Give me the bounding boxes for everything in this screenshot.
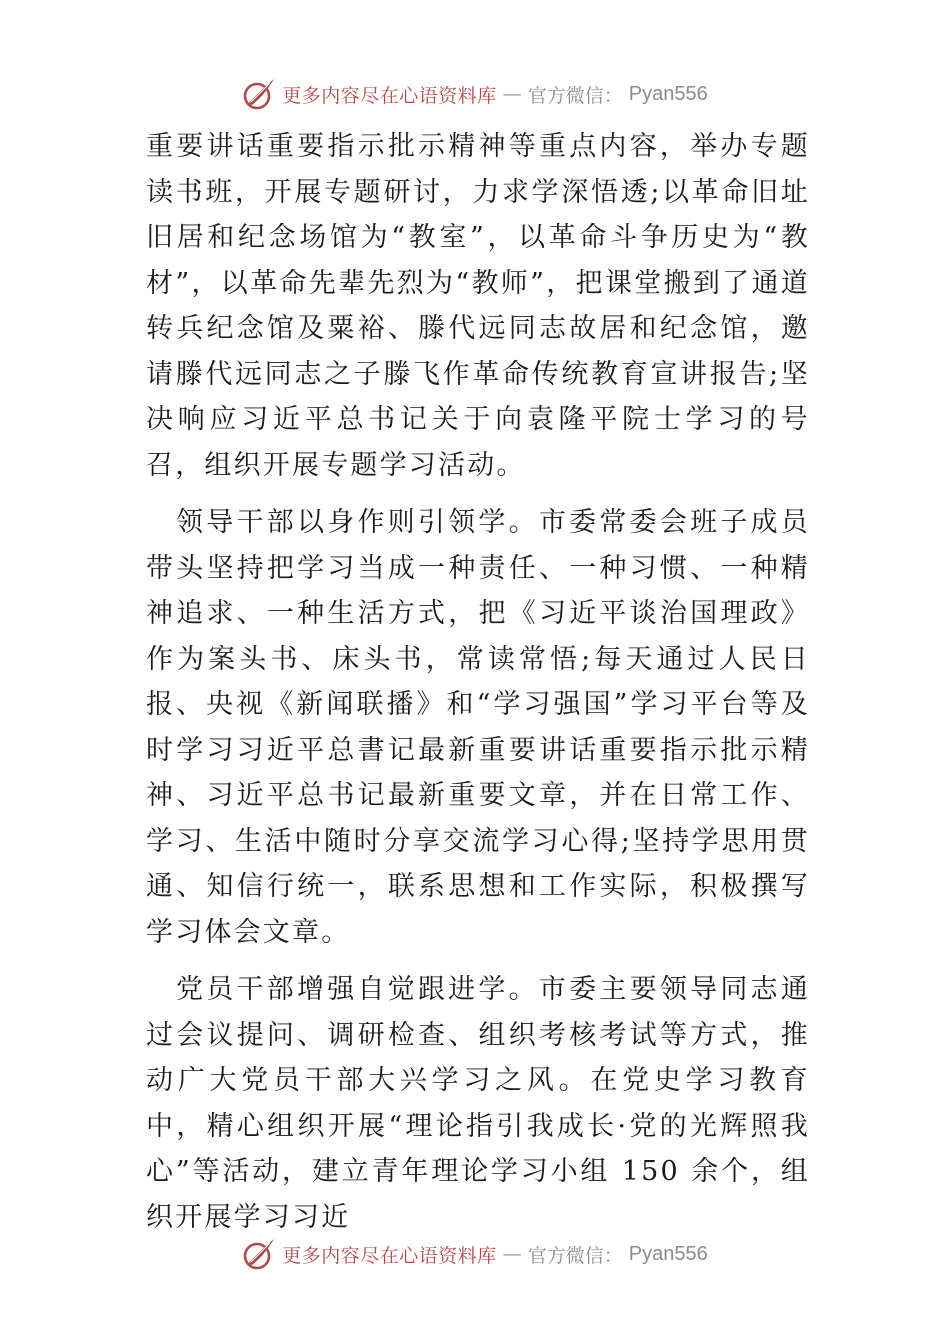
footer-watermark: [0, 1234, 950, 1274]
paragraph-1: 重要讲话重要指示批示精神等重点内容，举办专题读书班，开展专题研讨，力求学深悟透;以革命旧址旧居和纪念场馆为“教室”，以革命斗争历史为“教材”，以革命先辈先烈为“教师”，把课堂搬到了通道转兵纪念馆及粟裕、滕代远同志故居和纪念馆，邀请滕代远同志之子滕飞作革命传统教育宣讲报告;坚决响应习近平总书记关于向袁隆平院士学习的号召，组织开展专题学习活动。: [146, 131, 810, 481]
watermark-wechat-id: Pyan556: [628, 1242, 708, 1265]
paragraph-3: 党员干部增强自觉跟进学。市委主要领导同志通过会议提问、调研检查、组织考核考试等方式，推动广大党员干部大兴学习之风。在党史学习教育中，精心组织开展“理论指引我成长·党的光辉照我心”等活动，建立青年理论学习小组 150 余个，组织开展学习习近: [146, 974, 810, 1233]
quill-logo-icon: [242, 1237, 276, 1271]
watermark-wechat-label: 官方微信：: [527, 1244, 623, 1267]
quill-logo-icon: [242, 77, 276, 111]
header-watermark: [0, 74, 950, 114]
document-body: [146, 124, 810, 1240]
watermark-separator: —: [502, 83, 522, 105]
watermark-separator: —: [502, 1243, 522, 1265]
watermark-wechat-label: 官方微信：: [527, 84, 623, 107]
paragraph-2: 领导干部以身作则引领学。市委常委会班子成员带头坚持把学习当成一种责任、一种习惯、一种精神追求、一种生活方式，把《习近平谈治国理政》作为案头书、床头书，常读常悟;每天通过人民日报、央视《新闻联播》和“学习强国”学习平台等及时学习习近平总書记最新重要讲话重要指示批示精神、习近平总书记最新重要文章，并在日常工作、学习、生活中随时分享交流学习心得;坚持学思用贯通、知信行统一，联系思想和工作实际，积极撰写学习体会文章。: [146, 507, 810, 948]
watermark-site-text: 更多内容尽在心语资料库: [282, 84, 497, 107]
watermark-site-text: 更多内容尽在心语资料库: [282, 1244, 497, 1267]
watermark-wechat-id: Pyan556: [628, 82, 708, 105]
